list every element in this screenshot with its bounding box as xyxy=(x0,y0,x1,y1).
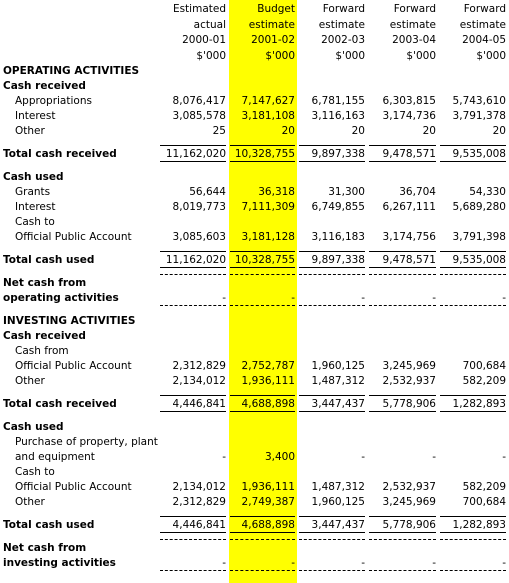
column-header-line1: Estimated xyxy=(172,3,226,15)
cell-value: 3,181,108 xyxy=(241,110,295,122)
table-row xyxy=(0,109,509,124)
cell-value: 8,019,773 xyxy=(172,201,226,213)
cell-value: 2,532,937 xyxy=(382,481,436,493)
row-label: Other xyxy=(15,496,45,508)
column-header-line3: 2001-02 xyxy=(251,34,295,46)
row-label: Other xyxy=(15,125,45,137)
row-label-line1: Cash to xyxy=(15,216,55,228)
total-rule-top xyxy=(230,516,295,517)
total-label: Total cash used xyxy=(3,254,95,266)
total-rule-top xyxy=(369,516,436,517)
cell-value: 11,162,020 xyxy=(165,148,226,160)
subsection-label: Cash received xyxy=(3,330,86,342)
table-body xyxy=(0,64,509,571)
net-label-line1: Net cash from xyxy=(3,542,87,554)
row-label-line2: Official Public Account xyxy=(15,481,132,493)
cell-value: 6,749,855 xyxy=(311,201,365,213)
cell-value: 3,181,128 xyxy=(241,231,295,243)
cell-value: 1,936,111 xyxy=(241,481,295,493)
subsection-label: Cash used xyxy=(3,421,64,433)
total-rule-top xyxy=(160,251,226,252)
cell-value: 2,312,829 xyxy=(172,360,226,372)
cell-value: 7,111,309 xyxy=(241,201,295,213)
net-rule-top xyxy=(160,274,226,275)
cell-value: 10,328,755 xyxy=(234,148,295,160)
cell-value: 582,209 xyxy=(462,375,506,387)
total-rule-top xyxy=(440,145,506,146)
cell-value: 3,447,437 xyxy=(311,519,365,531)
cell-value: 10,328,755 xyxy=(234,254,295,266)
column-header-line2: estimate xyxy=(318,18,365,31)
cell-value: 3,447,437 xyxy=(311,398,365,410)
subsection-heading xyxy=(0,170,509,185)
cell-value: 25 xyxy=(212,125,226,137)
spacer xyxy=(0,412,509,420)
cell-value: 20 xyxy=(351,125,365,137)
column-header-line1: Forward xyxy=(463,3,506,15)
total-rule-top xyxy=(369,251,436,252)
row-label xyxy=(15,344,132,374)
cell-value: 700,684 xyxy=(462,496,506,508)
total-rule-top xyxy=(160,145,226,146)
column-header-unit: $'000 xyxy=(476,49,506,62)
row-label-line1: Cash to xyxy=(15,466,55,478)
cell-value: 4,446,841 xyxy=(172,519,226,531)
table-row xyxy=(0,374,509,389)
column-header-line2: estimate xyxy=(248,18,295,31)
net-label-line1: Net cash from xyxy=(3,277,87,289)
subsection-label: Cash used xyxy=(3,171,64,183)
table-row xyxy=(0,465,509,495)
cell-value: - xyxy=(432,451,436,463)
net-label-line2: operating activities xyxy=(3,292,119,304)
cell-value: 4,688,898 xyxy=(241,519,295,531)
table-row xyxy=(0,344,509,374)
cell-value: 2,752,787 xyxy=(241,360,295,372)
net-cash-row xyxy=(0,276,509,306)
cell-value: 5,689,280 xyxy=(452,201,506,213)
total-row xyxy=(0,253,509,268)
row-label: Appropriations xyxy=(15,95,92,107)
cell-value: 1,487,312 xyxy=(311,375,365,387)
total-rule-top xyxy=(369,395,436,396)
column-header-line3: 2004-05 xyxy=(462,34,506,46)
subsection-heading xyxy=(0,79,509,94)
cell-value: 7,147,627 xyxy=(241,95,295,107)
total-rule-top xyxy=(440,395,506,396)
row-label: Interest xyxy=(15,110,56,122)
net-rule-top xyxy=(230,274,295,275)
cell-value: 2,134,012 xyxy=(172,375,226,387)
row-label-line1: Cash from xyxy=(15,345,69,357)
column-header-line2: actual xyxy=(193,18,226,31)
cell-value: 3,085,603 xyxy=(172,231,226,243)
net-rule-top xyxy=(369,274,436,275)
column-header-line2: estimate xyxy=(459,18,506,31)
cell-value: 6,303,815 xyxy=(382,95,436,107)
total-row xyxy=(0,147,509,162)
cell-value: 56,644 xyxy=(189,186,226,198)
net-rule-top xyxy=(230,539,295,540)
cell-value: 9,535,008 xyxy=(452,148,506,160)
net-rule-top xyxy=(299,539,365,540)
net-rule-top xyxy=(440,274,506,275)
row-label xyxy=(15,215,132,245)
cell-value: - xyxy=(361,451,365,463)
table-row xyxy=(0,94,509,109)
cell-value: - xyxy=(432,557,436,569)
cell-value: 1,282,893 xyxy=(452,398,506,410)
row-label xyxy=(15,465,132,495)
table-row xyxy=(0,435,509,465)
net-cash-row xyxy=(0,541,509,571)
total-row xyxy=(0,518,509,533)
section-label: INVESTING ACTIVITIES xyxy=(3,315,136,327)
total-row xyxy=(0,397,509,412)
net-rule-bottom xyxy=(440,570,506,571)
net-rule-top xyxy=(160,539,226,540)
total-rule-top xyxy=(440,516,506,517)
column-header-line3: 2003-04 xyxy=(392,34,436,46)
table-row xyxy=(0,185,509,200)
cell-value: 9,897,338 xyxy=(311,148,365,160)
cell-value: 20 xyxy=(492,125,506,137)
column-header-unit: $'000 xyxy=(335,49,365,62)
total-rule-top xyxy=(230,145,295,146)
table-row xyxy=(0,124,509,139)
column-headers xyxy=(0,2,509,62)
cell-value: 2,134,012 xyxy=(172,481,226,493)
net-rule-top xyxy=(369,539,436,540)
cell-value: 6,267,111 xyxy=(382,201,436,213)
table-row xyxy=(0,215,509,245)
total-label: Total cash received xyxy=(3,148,117,160)
net-rule-top xyxy=(299,274,365,275)
net-rule-bottom xyxy=(299,570,365,571)
cell-value: 9,478,571 xyxy=(382,254,436,266)
total-rule-top xyxy=(299,145,365,146)
total-rule-top xyxy=(230,395,295,396)
net-label xyxy=(3,541,116,571)
cell-value: 3,116,183 xyxy=(311,231,365,243)
cell-value: 1,487,312 xyxy=(311,481,365,493)
cell-value: 2,532,937 xyxy=(382,375,436,387)
column-header-line1: Forward xyxy=(322,3,365,15)
subsection-heading xyxy=(0,420,509,435)
cell-value: - xyxy=(361,292,365,304)
cell-value: - xyxy=(291,557,295,569)
row-label-line2: Official Public Account xyxy=(15,360,132,372)
cell-value: - xyxy=(222,451,226,463)
row-label-line2: Official Public Account xyxy=(15,231,132,243)
section-heading xyxy=(0,64,509,79)
cell-value: 2,312,829 xyxy=(172,496,226,508)
cell-value: 31,300 xyxy=(328,186,365,198)
cell-value: 5,743,610 xyxy=(452,95,506,107)
cell-value: 1,936,111 xyxy=(241,375,295,387)
net-rule-bottom xyxy=(369,570,436,571)
total-label: Total cash used xyxy=(3,519,95,531)
total-label: Total cash received xyxy=(3,398,117,410)
cell-value: 36,318 xyxy=(258,186,295,198)
cell-value: - xyxy=(361,557,365,569)
column-header-unit: $'000 xyxy=(406,49,436,62)
cell-value: - xyxy=(432,292,436,304)
cell-value: - xyxy=(222,557,226,569)
column-header-unit: $'000 xyxy=(265,49,295,62)
row-label-line1: Purchase of property, plant xyxy=(15,436,158,448)
subsection-label: Cash received xyxy=(3,80,86,92)
total-rule-top xyxy=(160,395,226,396)
cell-value: 9,897,338 xyxy=(311,254,365,266)
cell-value: 3,791,378 xyxy=(452,110,506,122)
cell-value: - xyxy=(502,557,506,569)
column-header-line1: Forward xyxy=(393,3,436,15)
cell-value: 11,162,020 xyxy=(165,254,226,266)
row-label: Grants xyxy=(15,186,51,198)
subsection-heading xyxy=(0,329,509,344)
cell-value: 3,400 xyxy=(264,451,295,463)
net-label-line2: investing activities xyxy=(3,557,116,569)
column-header-line2: estimate xyxy=(389,18,436,31)
total-rule-top xyxy=(299,516,365,517)
cell-value: 582,209 xyxy=(462,481,506,493)
total-rule-top xyxy=(440,251,506,252)
cell-value: - xyxy=(502,451,506,463)
cell-value: 3,085,578 xyxy=(172,110,226,122)
table-row xyxy=(0,495,509,510)
cell-value: - xyxy=(502,292,506,304)
row-label: Other xyxy=(15,375,45,387)
total-rule-top xyxy=(369,145,436,146)
column-header-line3: 2002-03 xyxy=(321,34,365,46)
net-rule-bottom xyxy=(160,570,226,571)
column-header-line3: 2000-01 xyxy=(182,34,226,46)
section-heading xyxy=(0,314,509,329)
total-rule-top xyxy=(299,251,365,252)
net-rule-top xyxy=(440,539,506,540)
row-label xyxy=(15,435,158,465)
cell-value: 9,535,008 xyxy=(452,254,506,266)
cell-value: 1,960,125 xyxy=(311,360,365,372)
spacer xyxy=(0,162,509,170)
column-header-line1: Budget xyxy=(257,3,295,15)
total-rule-top xyxy=(160,516,226,517)
cell-value: 8,076,417 xyxy=(172,95,226,107)
cell-value: 700,684 xyxy=(462,360,506,372)
row-label: Interest xyxy=(15,201,56,213)
cell-value: 5,778,906 xyxy=(382,519,436,531)
cell-value: 20 xyxy=(281,125,295,137)
cell-value: 3,791,398 xyxy=(452,231,506,243)
net-rule-bottom xyxy=(230,570,295,571)
cell-value: 1,960,125 xyxy=(311,496,365,508)
cell-value: 2,749,387 xyxy=(241,496,295,508)
net-label xyxy=(3,276,119,306)
cell-value: 4,446,841 xyxy=(172,398,226,410)
cell-value: 3,174,756 xyxy=(382,231,436,243)
cell-value: 4,688,898 xyxy=(241,398,295,410)
cell-value: 36,704 xyxy=(399,186,436,198)
cell-value: 3,245,969 xyxy=(382,496,436,508)
section-label: OPERATING ACTIVITIES xyxy=(3,65,140,77)
cell-value: 20 xyxy=(422,125,436,137)
cell-value: 1,282,893 xyxy=(452,519,506,531)
cell-value: 54,330 xyxy=(469,186,506,198)
table-row xyxy=(0,200,509,215)
cell-value: 3,116,163 xyxy=(311,110,365,122)
column-header-unit: $'000 xyxy=(196,49,226,62)
cell-value: 6,781,155 xyxy=(311,95,365,107)
total-rule-top xyxy=(230,251,295,252)
cell-value: 3,174,736 xyxy=(382,110,436,122)
row-label-line2: and equipment xyxy=(15,451,95,463)
total-rule-top xyxy=(299,395,365,396)
cell-value: 9,478,571 xyxy=(382,148,436,160)
cell-value: 3,245,969 xyxy=(382,360,436,372)
cell-value: 5,778,906 xyxy=(382,398,436,410)
cell-value: - xyxy=(291,292,295,304)
cell-value: - xyxy=(222,292,226,304)
spacer xyxy=(0,306,509,314)
